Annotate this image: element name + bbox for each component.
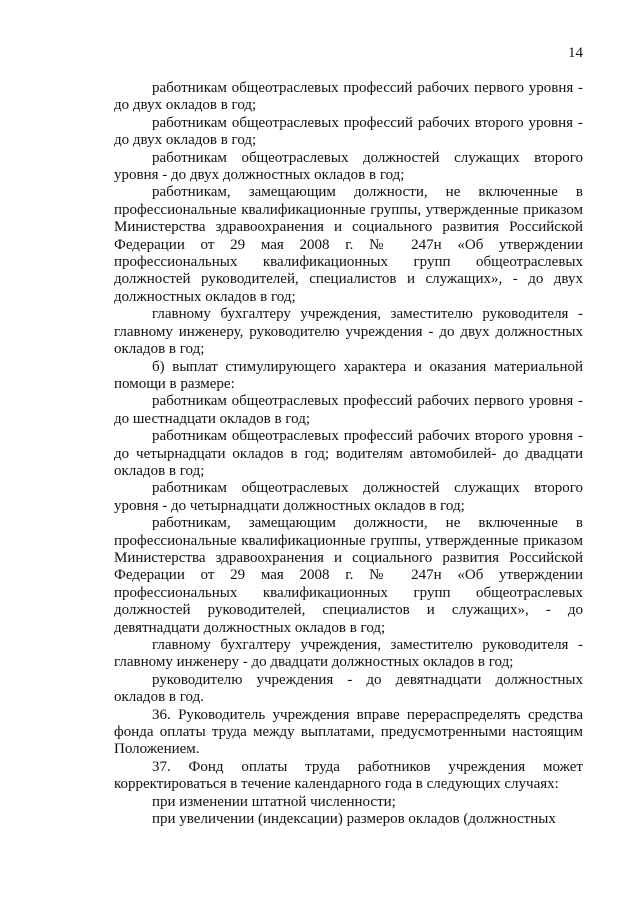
- paragraph: работникам общеотраслевых должностей служащих второго уровня - до четырнадцати должностных окладов в год;: [114, 480, 583, 514]
- paragraph: работникам общеотраслевых профессий рабочих первого уровня - до шестнадцати окладов в год;: [114, 393, 583, 427]
- document-body: [114, 80, 583, 828]
- paragraph: при увеличении (индексации) размеров окладов (должностных: [152, 811, 556, 828]
- paragraph: при изменении штатной численности;: [152, 793, 396, 810]
- paragraph: руководителю учреждения - до девятнадцати должностных окладов в год.: [114, 671, 583, 706]
- paragraph: работникам, замещающим должности, не включенные в профессиональные квалификационные группы, утвержденные приказом Министерства здравоохранения и социального развития Российской Федерации от 29 мая 2008 г. № 247н «Об утверждении профессиональных квалификационных групп общеотраслевых должностей руководителей, специалистов и служащих», - до двух должностных окладов в год;: [114, 184, 583, 305]
- paragraph: главному бухгалтеру учреждения, заместителю руководителя - главному инженеру - до двадцати должностных окладов в год;: [114, 637, 583, 671]
- paragraph: работникам общеотраслевых профессий рабочих второго уровня - до двух окладов в год;: [114, 114, 583, 149]
- paragraph: работникам общеотраслевых должностей служащих второго уровня - до двух должностных окладов в год;: [114, 149, 583, 184]
- page-number: 14: [568, 45, 583, 61]
- paragraph: б) выплат стимулирующего характера и оказания материальной помощи в размере:: [114, 358, 583, 392]
- paragraph: работникам общеотраслевых профессий рабочих второго уровня - до четырнадцати окладов в год; водителям автомобилей- до двадцати окладов в год;: [114, 428, 583, 479]
- paragraph: работникам, замещающим должности, не включенные в профессиональные квалификационные группы, утвержденные приказом Министерства здравоохранения и социального развития Российской Федерации от 29 мая 2008 г. № 247н «Об утверждении профессиональных квалификационных групп общеотраслевых должностей руководителей, специалистов и служащих», - до девятнадцати должностных окладов в год;: [114, 515, 583, 636]
- paragraph: работникам общеотраслевых профессий рабочих первого уровня - до двух окладов в год;: [114, 80, 583, 114]
- paragraph: 36. Руководитель учреждения вправе перераспределять средства фонда оплаты труда между выплатами, предусмотренными настоящим Положением.: [114, 706, 583, 758]
- paragraph: 37. Фонд оплаты труда работников учреждения может корректироваться в течение календарного года в следующих случаях:: [114, 758, 583, 793]
- paragraph: главному бухгалтеру учреждения, заместителю руководителя - главному инженеру, руководителю учреждения - до двух должностных окладов в год;: [114, 306, 583, 358]
